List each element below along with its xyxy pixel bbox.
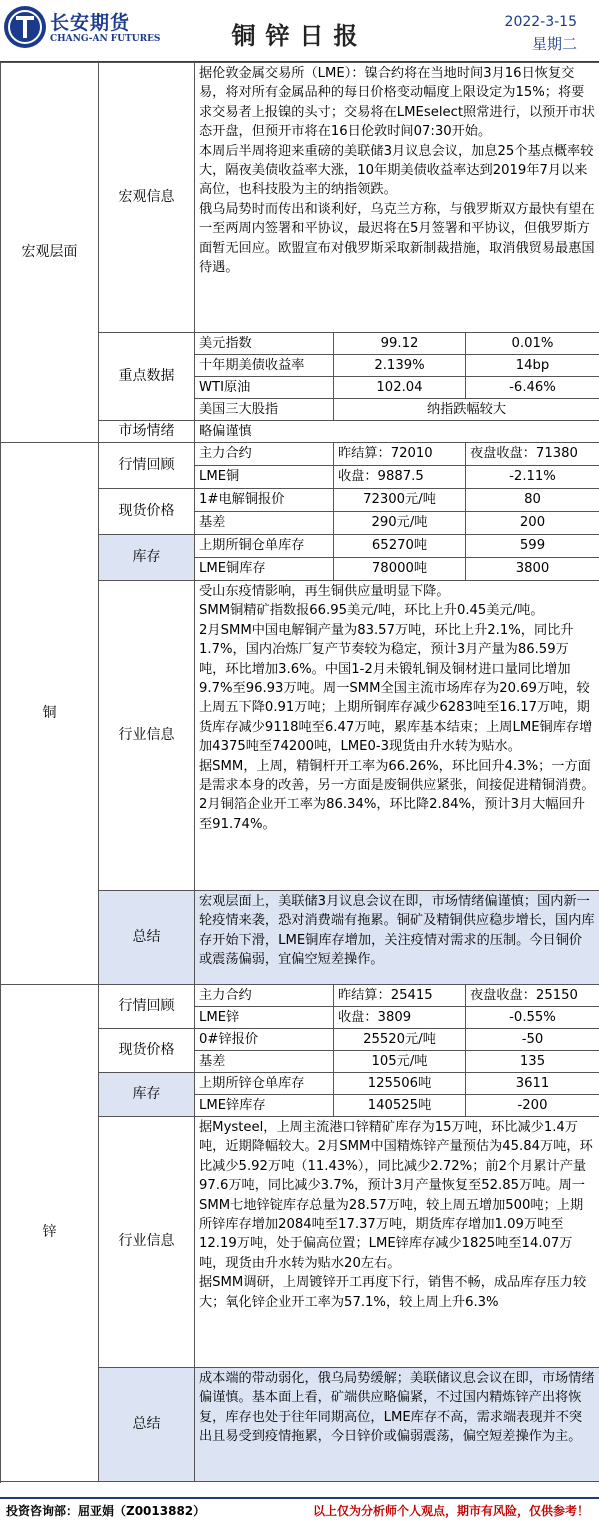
spot-row-a: 72300元/吨: [334, 489, 466, 512]
zinc-stock-label: 库存: [99, 1073, 195, 1117]
review-row-a: 昨结算：25415: [334, 985, 466, 1007]
zinc-industry-label: 行业信息: [99, 1117, 195, 1368]
macro-key-data-label: 重点数据: [99, 333, 195, 421]
zinc-review-label: 行情回顾: [99, 985, 195, 1029]
key-data-name: 美国三大股指: [195, 399, 334, 421]
section-macro: 宏观层面: [1, 63, 99, 443]
spot-row-name: 0#锌报价: [195, 1029, 334, 1051]
key-data-name: 十年期美债收益率: [195, 355, 334, 377]
copper-industry-paragraph: 据SMM，上周，精铜杆开工率为66.26%，环比回升4.3%；一方面是需求本身的改善，另一方面是废铜供应紧张，间接促进精铜消费。2月铜箔企业开工率为86.34%，环比降2.84%，预计3月大幅回升至91.74%。: [199, 757, 595, 835]
zinc-summary-label: 总结: [99, 1368, 195, 1482]
section-copper: 铜: [1, 443, 99, 985]
copper-industry-label: 行业信息: [99, 581, 195, 891]
spot-row-name: 1#电解铜报价: [195, 489, 334, 512]
stock-row-a: 125506吨: [334, 1073, 466, 1095]
review-row-name: 主力合约: [195, 443, 334, 466]
stock-row-b: 3800: [466, 558, 599, 581]
stock-row-b: 3611: [466, 1073, 599, 1095]
review-row-a: 收盘：9887.5: [334, 466, 466, 489]
footer-analyst: 投资咨询部：屈亚娟（Z0013882）: [6, 1502, 205, 1519]
stock-row-name: 上期所锌仓单库存: [195, 1073, 334, 1095]
review-row-name: 主力合约: [195, 985, 334, 1007]
zinc-industry-paragraph: 据Mysteel，上周主流港口锌精矿库存为15万吨，环比减少1.4万吨，近期降幅较大。2月SMM中国精炼锌产量预估为45.84万吨，环比减少5.92万吨（11.43%），同比减少2.72%；前2个月累计产量97.6万吨，同比减少3.7%，预计3月产量恢复至52.85万吨。周一SMM七地锌锭库存总量为28.57万吨，较上周五增加500吨；上期所锌库存增加2084吨至17.37万吨，期货库存增加1.09万吨至12.19万吨，处于偏高位置；LME锌库存减少1825吨至14.07万吨，现货由升水转为贴水20左右。: [199, 1118, 595, 1273]
review-row-a: 昨结算：72010: [334, 443, 466, 466]
stock-row-b: -200: [466, 1095, 599, 1117]
key-data-change: 14bp: [466, 355, 599, 377]
copper-summary-label: 总结: [99, 891, 195, 985]
macro-info-text: [195, 63, 599, 333]
stock-row-name: LME铜库存: [195, 558, 334, 581]
stock-row-name: LME锌库存: [195, 1095, 334, 1117]
logo-chinese-name: 长安期货: [50, 8, 130, 35]
copper-spot-label: 现货价格: [99, 489, 195, 535]
spot-row-name: 基差: [195, 1051, 334, 1073]
zinc-summary-text: 成本端的带动弱化，俄乌局势缓解；美联储议息会议在即，市场情绪偏谨慎。基本面上看，矿端供应略偏紧，不过国内精炼锌产出将恢复，库存也处于往年同期高位，LME库存不高，需求端表现并不突出且易受到疫情拖累，今日锌价或偏弱震荡，偏空短差操作为主。: [195, 1368, 599, 1482]
section-zinc: 锌: [1, 985, 99, 1482]
copper-industry-paragraph: 受山东疫情影响，再生铜供应量明显下降。: [199, 582, 595, 601]
logo-english-name: CHANG-AN FUTURES: [50, 34, 160, 44]
stock-row-name: 上期所铜仓单库存: [195, 535, 334, 558]
spot-row-b: 135: [466, 1051, 599, 1073]
macro-info-label: 宏观信息: [99, 63, 195, 333]
review-row-b: -2.11%: [466, 466, 599, 489]
copper-stock-label: 库存: [99, 535, 195, 581]
key-data-change: -6.46%: [466, 377, 599, 399]
review-row-name: LME锌: [195, 1007, 334, 1029]
report-table: [0, 62, 599, 1482]
report-header: [0, 0, 599, 63]
key-data-value: 102.04: [334, 377, 466, 399]
macro-sentiment-label: 市场情绪: [99, 421, 195, 443]
footer-disclaimer: 以上仅为分析师个人观点，期市有风险，仅供参考！: [313, 1502, 589, 1519]
key-data-value: 99.12: [334, 333, 466, 355]
stock-row-a: 78000吨: [334, 558, 466, 581]
spot-row-a: 105元/吨: [334, 1051, 466, 1073]
spot-row-a: 290元/吨: [334, 512, 466, 535]
copper-summary-text: 宏观层面上，美联储3月议息会议在即，市场情绪偏谨慎；国内新一轮疫情来袭，恐对消费端有拖累。铜矿及精铜供应稳步增长，国内库存开始下滑，LME铜库存增加，关注疫情对需求的压制。今日铜价或震荡偏弱，宜偏空短差操作。: [195, 891, 599, 985]
macro-sentiment-value: 略偏谨慎: [195, 421, 599, 443]
zinc-industry-paragraph: 据SMM调研，上周镀锌开工再度下行，销售不畅，成品库存压力较大；氧化锌企业开工率为57.1%，较上周上升6.3%: [199, 1273, 595, 1312]
stock-row-b: 599: [466, 535, 599, 558]
stock-row-a: 65270吨: [334, 535, 466, 558]
key-data-name: WTI原油: [195, 377, 334, 399]
key-data-name: 美元指数: [195, 333, 334, 355]
zinc-industry-text: [195, 1117, 599, 1368]
copper-industry-paragraph: SMM铜精矿指数报66.95美元/吨，环比上升0.45美元/吨。: [199, 601, 595, 620]
spot-row-name: 基差: [195, 512, 334, 535]
key-data-value: 纳指跌幅较大: [334, 399, 599, 421]
report-date: 2022-3-15: [505, 14, 577, 30]
spot-row-b: -50: [466, 1029, 599, 1051]
review-row-name: LME铜: [195, 466, 334, 489]
copper-industry-paragraph: 2月SMM中国电解铜产量为83.57万吨，环比上升2.1%，同比升1.7%，国内冶炼厂复产节奏较为稳定，预计3月产量为86.59万吨，环比增加3.6%。中国1-2月未锻轧铜及铜材进口量同比增加9.7%至96.93万吨。周一SMM全国主流市场库存为20.69万吨，较上周五下降0.91万吨；上期所铜库存减少6283吨至16.17万吨，期货库存减少9118吨至6.47万吨，累库基本结束；上周LME铜库存增加4375吨至74200吨，LME0-3现货由升水转为贴水。: [199, 621, 595, 757]
spot-row-b: 200: [466, 512, 599, 535]
review-row-b: -0.55%: [466, 1007, 599, 1029]
copper-review-label: 行情回顾: [99, 443, 195, 489]
stock-row-a: 140525吨: [334, 1095, 466, 1117]
macro-info-paragraph: 俄乌局势时而传出和谈利好，乌克兰方称，与俄罗斯双方最快有望在一至两周内签署和平协议，最迟将在5月签署和平协议，但俄罗斯方面暂无回应。欧盟宣布对俄罗斯采取新制裁措施，取消俄贸易最惠国待遇。: [199, 200, 595, 278]
report-weekday: 星期二: [532, 33, 577, 54]
report-footer: [0, 1497, 599, 1521]
key-data-value: 2.139%: [334, 355, 466, 377]
review-row-a: 收盘：3809: [334, 1007, 466, 1029]
review-row-b: 夜盘收盘：71380: [466, 443, 599, 466]
spot-row-a: 25520元/吨: [334, 1029, 466, 1051]
zinc-spot-label: 现货价格: [99, 1029, 195, 1073]
spot-row-b: 80: [466, 489, 599, 512]
copper-industry-text: [195, 581, 599, 891]
macro-info-paragraph: 据伦敦金属交易所（LME）：镍合约将在当地时间3月16日恢复交易，将对所有金属品种的每日价格变动幅度上限设定为15%；将要求交易者上报镍的头寸；交易将在LMEselect照常进行，以预开市状态开盘，但预开市将在16日伦敦时间07:30开始。: [199, 64, 595, 142]
report-title: 铜锌日报: [0, 16, 599, 51]
macro-info-paragraph: 本周后半周将迎来重磅的美联储3月议息会议，加息25个基点概率较大，隔夜美债收益率大涨，10年期美债收益率达到2019年7月以来高位，也科技股为主的纳指领跌。: [199, 142, 595, 200]
key-data-change: 0.01%: [466, 333, 599, 355]
review-row-b: 夜盘收盘：25150: [466, 985, 599, 1007]
